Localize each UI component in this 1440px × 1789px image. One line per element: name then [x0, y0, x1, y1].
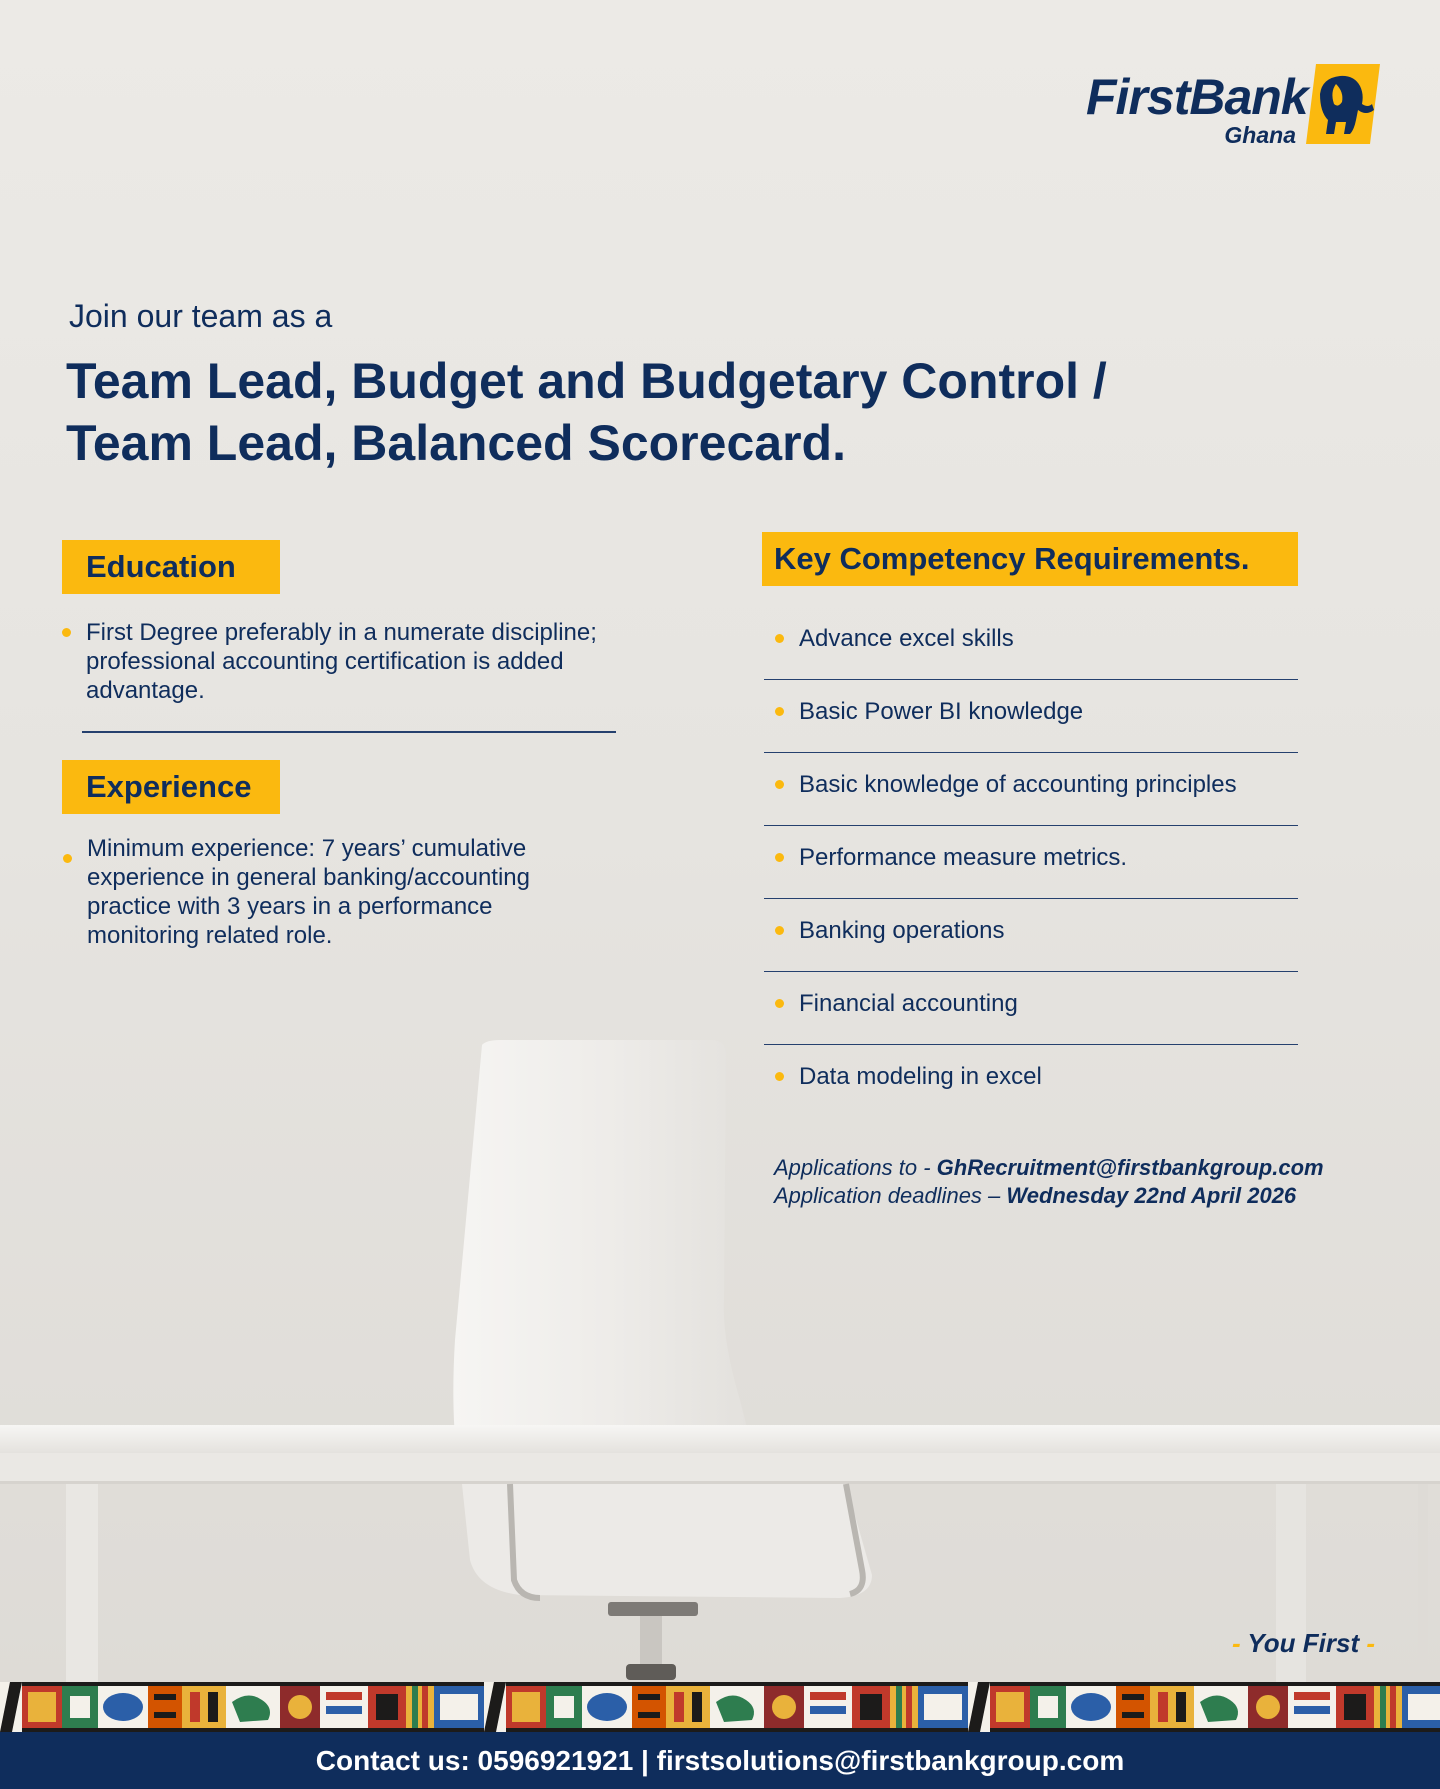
- competency-list: [764, 607, 1298, 1118]
- intro-text: Join our team as a: [69, 298, 333, 334]
- list-item: [764, 972, 1298, 1045]
- list-item: [764, 753, 1298, 826]
- list-item: [764, 1045, 1298, 1118]
- competency-label: [762, 532, 1298, 586]
- competency-item: Basic knowledge of accounting principles: [799, 771, 1237, 798]
- competency-item: Performance measure metrics.: [799, 844, 1128, 871]
- experience-requirement: Minimum experience: 7 years’ cumulative experience in general banking/accounting practice with 3 years in a performance monitoring related role.: [87, 834, 607, 950]
- job-title: Team Lead, Budget and Budgetary Control / Team Lead, Balanced Scorecard.: [66, 353, 1107, 471]
- application-deadline-line: [774, 1182, 1324, 1210]
- competency-item: Financial accounting: [799, 990, 1018, 1017]
- list-item: [764, 826, 1298, 899]
- application-deadline-label: Application deadlines –: [774, 1183, 1007, 1208]
- kente-pattern-strip: [0, 1682, 1440, 1732]
- application-info: [774, 1154, 1324, 1210]
- education-requirement: First Degree preferably in a numerate discipline; professional accounting certification is added advantage.: [86, 618, 646, 705]
- brand-tagline: - You First -: [1232, 1628, 1376, 1658]
- logo-wordmark: FirstBank: [1086, 69, 1308, 125]
- experience-label-text: Experience: [86, 769, 252, 804]
- competency-label-text: Key Competency Requirements.: [774, 541, 1250, 576]
- competency-item: Banking operations: [799, 917, 1005, 944]
- application-to-label: Applications to -: [774, 1155, 937, 1180]
- list-item: [764, 607, 1298, 680]
- list-item: [764, 680, 1298, 753]
- education-label-text: Education: [86, 549, 236, 584]
- competency-item: Advance excel skills: [799, 625, 1014, 652]
- application-email-line: [774, 1154, 1324, 1182]
- competency-item: Data modeling in excel: [799, 1063, 1042, 1090]
- contact-footer: [0, 1732, 1440, 1789]
- tagline-text: You First: [1247, 1628, 1360, 1658]
- elephant-icon: [1306, 64, 1380, 144]
- competency-item: Basic Power BI knowledge: [799, 698, 1084, 725]
- application-deadline: Wednesday 22nd April 2026: [1006, 1183, 1297, 1208]
- list-item: [764, 899, 1298, 972]
- education-label: [62, 540, 280, 594]
- logo-region: Ghana: [1224, 122, 1296, 148]
- application-email: GhRecruitment@firstbankgroup.com: [936, 1155, 1324, 1180]
- firstbank-logo: [1086, 64, 1380, 148]
- experience-label: [62, 760, 280, 814]
- footer-contact-text: Contact us: 0596921921 | firstsolutions@firstbankgroup.com: [315, 1744, 1125, 1776]
- section-divider: [82, 731, 616, 733]
